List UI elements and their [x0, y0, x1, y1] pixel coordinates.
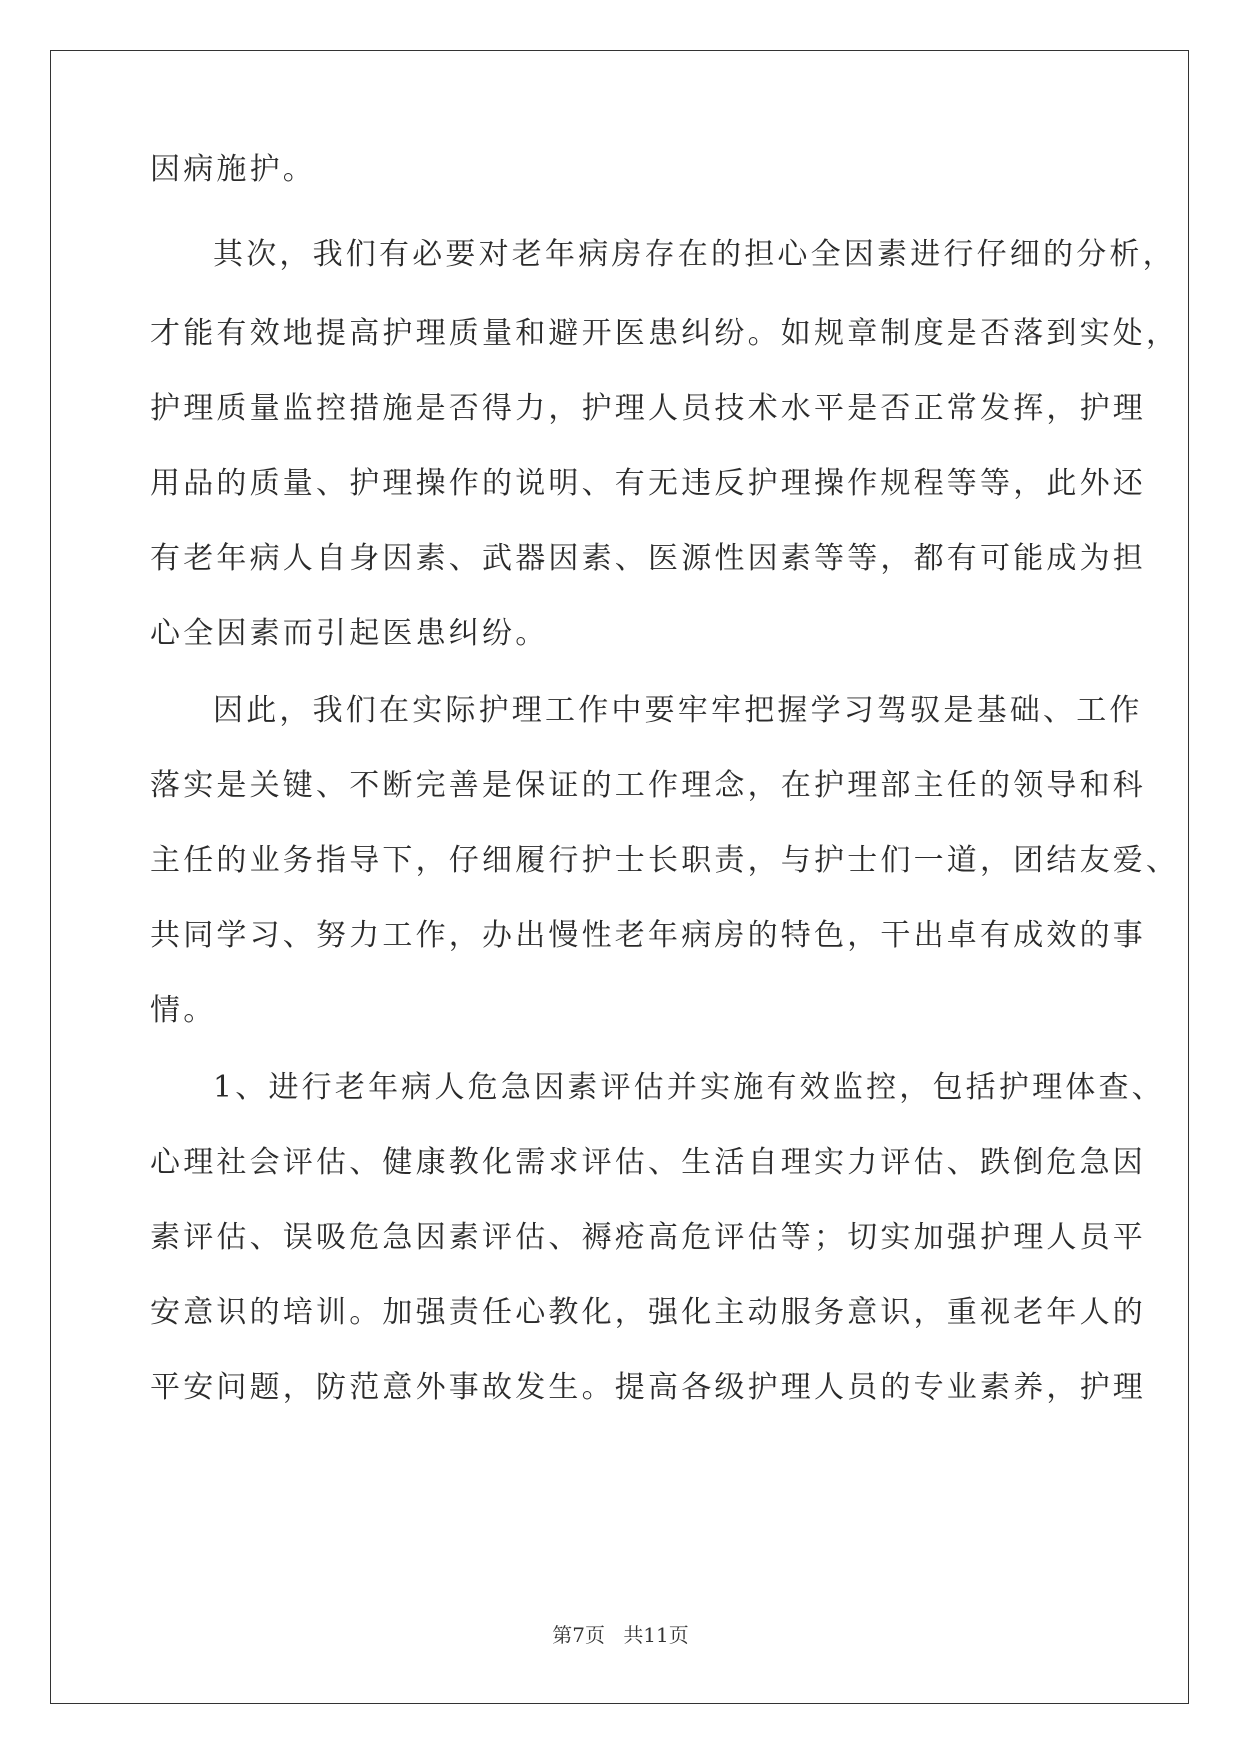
text-line: 平安问题，防范意外事故发生。提高各级护理人员的专业素养，护理 — [150, 1370, 1146, 1405]
page-number-current: 第7页 — [552, 1623, 605, 1647]
text-line: 护理质量监控措施是否得力，护理人员技术水平是否正常发挥，护理 — [150, 391, 1146, 426]
text-line: 安意识的培训。加强责任心教化，强化主动服务意识，重视老年人的 — [150, 1295, 1146, 1330]
text-line: 有老年病人自身因素、武器因素、医源性因素等等，都有可能成为担 — [150, 541, 1146, 576]
text-line: 因此，我们在实际护理工作中要牢牢把握学习驾驭是基础、工作 — [213, 693, 1143, 728]
page-footer — [0, 1622, 1241, 1648]
text-line: 因病施护。 — [150, 152, 316, 187]
text-line: 才能有效地提高护理质量和避开医患纠纷。如规章制度是否落到实处， — [150, 316, 1180, 351]
text-line: 落实是关键、不断完善是保证的工作理念，在护理部主任的领导和科 — [150, 768, 1146, 803]
text-line: 1、进行老年病人危急因素评估并实施有效监控，包括护理体查、 — [213, 1070, 1165, 1105]
text-line: 共同学习、努力工作，办出慢性老年病房的特色，干出卓有成效的事 — [150, 918, 1146, 953]
text-line: 心全因素而引起医患纠纷。 — [150, 616, 549, 651]
text-line: 素评估、误吸危急因素评估、褥疮高危评估等；切实加强护理人员平 — [150, 1220, 1146, 1255]
text-line: 用品的质量、护理操作的说明、有无违反护理操作规程等等，此外还 — [150, 466, 1146, 501]
text-line: 心理社会评估、健康教化需求评估、生活自理实力评估、跌倒危急因 — [150, 1145, 1146, 1180]
text-line: 主任的业务指导下，仔细履行护士长职责，与护士们一道，团结友爱、 — [150, 843, 1180, 878]
page-number-total: 共11页 — [623, 1623, 689, 1647]
text-line: 其次，我们有必要对老年病房存在的担心全因素进行仔细的分析， — [213, 237, 1176, 272]
text-line: 情。 — [150, 993, 217, 1028]
